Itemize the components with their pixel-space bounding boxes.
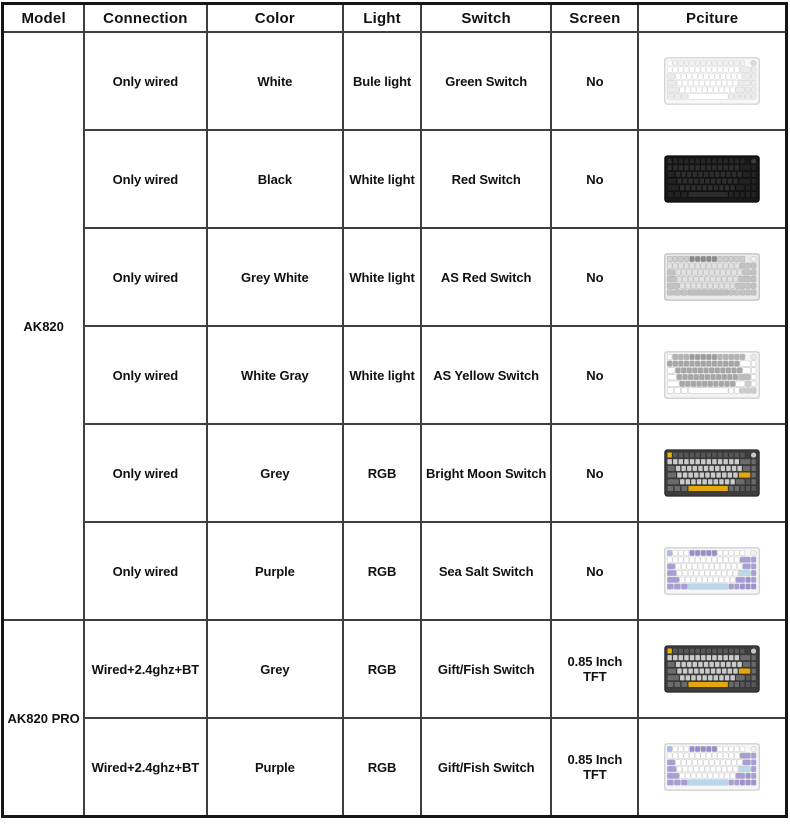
picture-cell <box>638 424 786 522</box>
light-cell: White light <box>343 130 421 228</box>
keyboard-image <box>641 57 783 105</box>
screen-cell: No <box>551 32 638 130</box>
table-row <box>3 228 787 326</box>
screen-cell: No <box>551 522 638 620</box>
keyboard-image <box>641 253 783 301</box>
keyboard-image <box>641 155 783 203</box>
header-row <box>3 4 787 33</box>
connection-cell: Only wired <box>84 130 206 228</box>
connection-cell: Wired+2.4ghz+BT <box>84 620 206 718</box>
picture-cell <box>638 130 786 228</box>
keyboard-image <box>641 351 783 399</box>
screen-cell: 0.85 Inch TFT <box>551 620 638 718</box>
connection-cell: Only wired <box>84 424 206 522</box>
switch-cell: Red Switch <box>421 130 551 228</box>
switch-cell: AS Red Switch <box>421 228 551 326</box>
color-cell: White Gray <box>207 326 344 424</box>
color-cell: Black <box>207 130 344 228</box>
picture-cell <box>638 522 786 620</box>
col-header-light: Light <box>343 4 421 33</box>
table-row <box>3 424 787 522</box>
color-cell: Grey White <box>207 228 344 326</box>
light-cell: White light <box>343 228 421 326</box>
switch-cell: Sea Salt Switch <box>421 522 551 620</box>
keyboard-image <box>641 743 783 791</box>
col-header-picture: Pciture <box>638 4 786 33</box>
color-cell: Grey <box>207 620 344 718</box>
col-header-screen: Screen <box>551 4 638 33</box>
col-header-color: Color <box>207 4 344 33</box>
col-header-connection: Connection <box>84 4 206 33</box>
switch-cell: Gift/Fish Switch <box>421 718 551 817</box>
picture-cell <box>638 326 786 424</box>
col-header-switch: Switch <box>421 4 551 33</box>
light-cell: White light <box>343 326 421 424</box>
light-cell: RGB <box>343 620 421 718</box>
light-cell: Bule light <box>343 32 421 130</box>
color-cell: Purple <box>207 522 344 620</box>
screen-cell: No <box>551 424 638 522</box>
screen-cell: No <box>551 326 638 424</box>
color-cell: White <box>207 32 344 130</box>
light-cell: RGB <box>343 424 421 522</box>
spec-table <box>1 2 788 818</box>
table-row <box>3 32 787 130</box>
color-cell: Purple <box>207 718 344 817</box>
picture-cell <box>638 620 786 718</box>
switch-cell: AS Yellow Switch <box>421 326 551 424</box>
connection-cell: Wired+2.4ghz+BT <box>84 718 206 817</box>
connection-cell: Only wired <box>84 326 206 424</box>
switch-cell: Bright Moon Switch <box>421 424 551 522</box>
keyboard-image <box>641 645 783 693</box>
switch-cell: Gift/Fish Switch <box>421 620 551 718</box>
connection-cell: Only wired <box>84 522 206 620</box>
picture-cell <box>638 228 786 326</box>
keyboard-image <box>641 547 783 595</box>
table-row <box>3 130 787 228</box>
table-row <box>3 718 787 817</box>
switch-cell: Green Switch <box>421 32 551 130</box>
table-row <box>3 326 787 424</box>
screen-cell: No <box>551 130 638 228</box>
light-cell: RGB <box>343 522 421 620</box>
screen-cell: No <box>551 228 638 326</box>
connection-cell: Only wired <box>84 228 206 326</box>
model-label-ak820-pro: AK820 PRO <box>3 620 85 817</box>
table-row <box>3 522 787 620</box>
light-cell: RGB <box>343 718 421 817</box>
table-row <box>3 620 787 718</box>
keyboard-image <box>641 449 783 497</box>
picture-cell <box>638 718 786 817</box>
picture-cell <box>638 32 786 130</box>
connection-cell: Only wired <box>84 32 206 130</box>
model-label-ak820: AK820 <box>3 32 85 620</box>
screen-cell: 0.85 Inch TFT <box>551 718 638 817</box>
color-cell: Grey <box>207 424 344 522</box>
col-header-model: Model <box>3 4 85 33</box>
